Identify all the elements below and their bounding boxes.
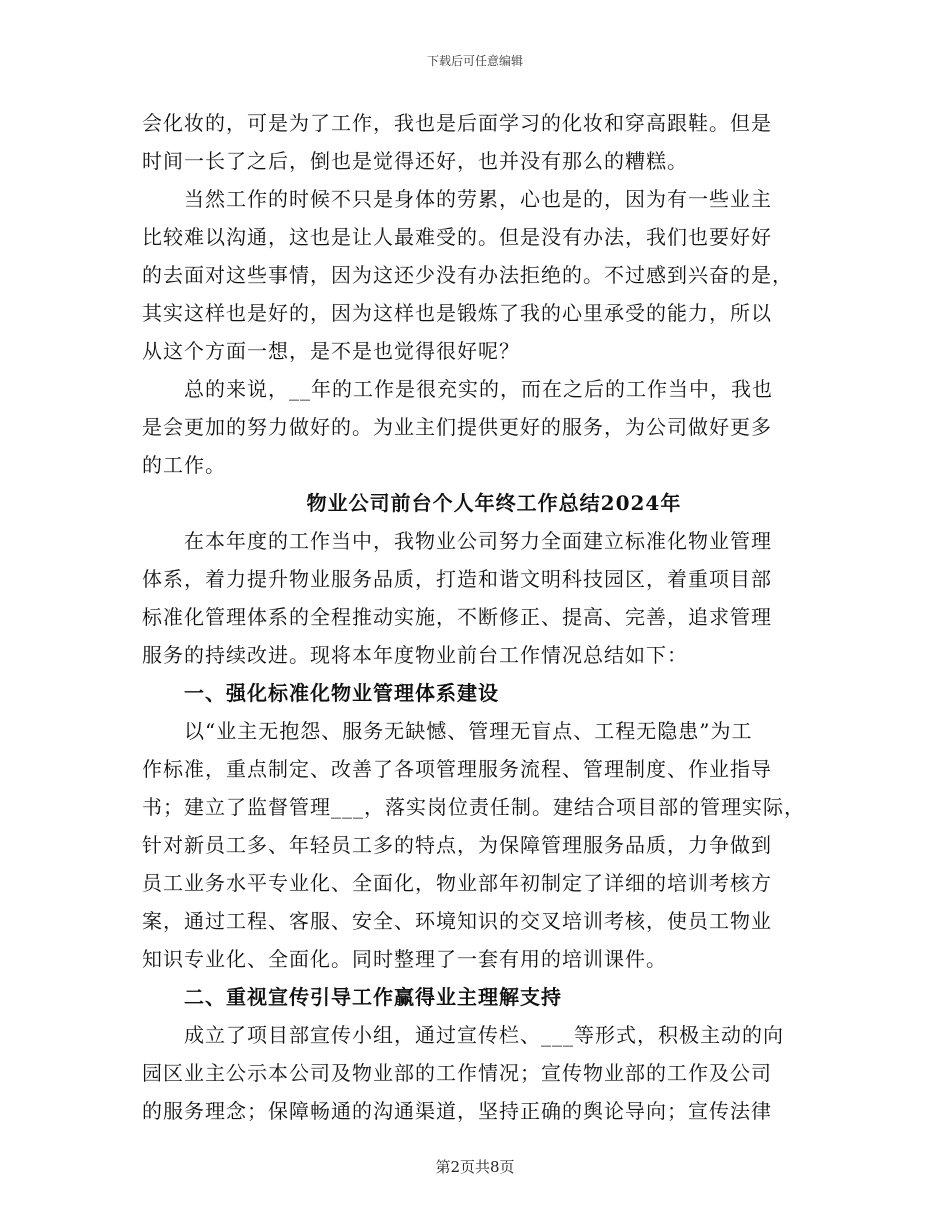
page-header: 下载后可任意编辑: [426, 54, 523, 68]
text-line: 标准化管理体系的全程推动实施，不断修正、提高、完善，追求管理: [142, 605, 772, 629]
section-title: 物业公司前台个人年终工作总结2024年: [306, 491, 682, 515]
text-line: 服务的持续改进。现将本年度物业前台工作情况总结如下：: [142, 643, 688, 667]
text-line: 园区业主公示本公司及物业部的工作情况；宣传物业部的工作及公司: [142, 1061, 772, 1085]
text-line: 书；建立了监督管理___，落实岗位责任制。建结合项目部的管理实际，: [142, 795, 805, 819]
text-line: 其实这样也是好的，因为这样也是锻炼了我的心里承受的能力，所以: [142, 301, 772, 325]
section-heading: 二、重视宣传引导工作赢得业主理解支持: [184, 985, 562, 1009]
paragraph-first-line: 成立了项目部宣传小组，通过宣传栏、___等形式，积极主动的向: [184, 1023, 784, 1047]
text-line: 会化妆的，可是为了工作，我也是后面学习的化妆和穿高跟鞋。但是: [142, 111, 772, 135]
section-heading: 一、强化标准化物业管理体系建设: [184, 681, 499, 705]
text-line: 案，通过工程、客服、安全、环境知识的交叉培训考核，使员工物业: [142, 909, 772, 933]
paragraph-first-line: 在本年度的工作当中，我物业公司努力全面建立标准化物业管理: [184, 529, 772, 553]
text-line: 作标准，重点制定、改善了各项管理服务流程、管理制度、作业指导: [142, 757, 772, 781]
text-line: 从这个方面一想，是不是也觉得很好呢？: [142, 339, 520, 363]
page-footer: 第2页共8页: [435, 1158, 515, 1176]
text-line: 针对新员工多、年轻员工多的特点，为保障管理服务品质，力争做到: [142, 833, 772, 857]
text-line: 的去面对这些事情，因为这还少没有办法拒绝的。不过感到兴奋的是，: [142, 263, 793, 287]
text-line: 的服务理念；保障畅通的沟通渠道，坚持正确的舆论导向；宣传法律: [142, 1099, 772, 1123]
paragraph-first-line: 以“业主无抱怨、服务无缺憾、管理无盲点、工程无隐患”为工: [184, 719, 753, 743]
text-line: 员工业务水平专业化、全面化，物业部年初制定了详细的培训考核方: [142, 871, 772, 895]
document-body: [142, 104, 822, 1130]
text-line: 时间一长了之后，倒也是觉得还好，也并没有那么的糟糕。: [142, 149, 688, 173]
paragraph-first-line: 当然工作的时候不只是身体的劳累，心也是的，因为有一些业主: [184, 187, 772, 211]
text-line: 的工作。: [142, 453, 226, 477]
text-line: 比较难以沟通，这也是让人最难受的。但是没有办法，我们也要好好: [142, 225, 772, 249]
text-line: 体系，着力提升物业服务品质，打造和谐文明科技园区，着重项目部: [142, 567, 772, 591]
paragraph-first-line: 总的来说，__年的工作是很充实的，而在之后的工作当中，我也: [184, 377, 773, 401]
text-line: 知识专业化、全面化。同时整理了一套有用的培训课件。: [142, 947, 667, 971]
text-line: 是会更加的努力做好的。为业主们提供更好的服务，为公司做好更多: [142, 415, 772, 439]
